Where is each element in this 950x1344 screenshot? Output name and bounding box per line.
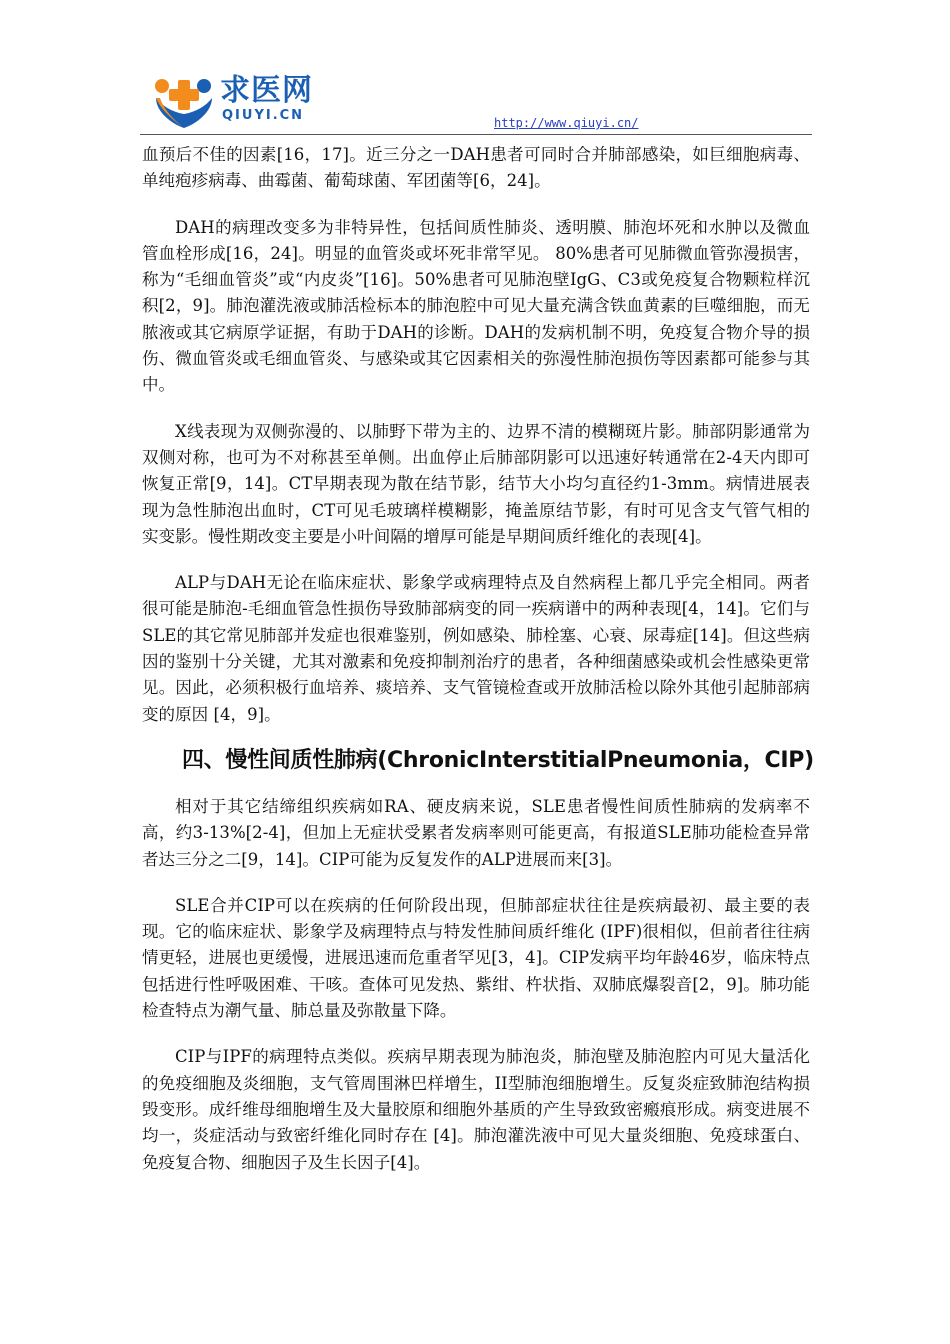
logo-heart-cross-icon	[150, 68, 218, 130]
site-logo[interactable]	[150, 68, 330, 130]
header-divider	[140, 134, 812, 135]
page-header	[0, 0, 950, 140]
paragraph-dah-prognosis: 血预后不佳的因素[16，17]。近三分之一DAH患者可同时合并肺部感染，如巨细胞病毒、单纯疱疹病毒、曲霉菌、葡萄球菌、军团菌等[6，24]。	[142, 145, 810, 191]
site-url-link[interactable]: http://www.qiuyi.cn/	[494, 116, 639, 130]
paragraph-dah-imaging: X线表现为双侧弥漫的、以肺野下带为主的、边界不清的模糊斑片影。肺部阴影通常为双侧对称，也可为不对称甚至单侧。出血停止后肺部阴影可以迅速好转通常在2-4天内即可恢复正常[9，14]。CT早期表现为散在结节影，结节大小均匀直径约1-3mm。病情进展表现为急性肺泡出血时，CT可见毛玻璃样模糊影，掩盖原结节影，有时可见含支气管气相的实变影。慢性期改变主要是小叶间隔的增厚可能是早期间质纤维化的表现[4]。	[142, 421, 810, 546]
paragraph-alp-dah-comparison: ALP与DAH无论在临床症状、影象学或病理特点及自然病程上都几乎完全相同。两者很可能是肺泡-毛细血管急性损伤导致肺部病变的同一疾病谱中的两种表现[4，14]。它们与SLE的其它常见肺部并发症也很难鉴别，例如感染、肺栓塞、心衰、尿毒症[14]。但这些病因的鉴别十分关键，尤其对激素和免疫抑制剂治疗的患者，各种细菌感染或机会性感染更常见。因此，必须积极行血培养、痰培养、支气管镜检查或开放肺活检以除外其他引起肺部病变的原因 [4，9]。	[142, 573, 810, 724]
paragraph-cip-incidence: 相对于其它结缔组织疾病如RA、硬皮病来说，SLE患者慢性间质性肺病的发病率不高，约3-13%[2-4]，但加上无症状受累者发病率则可能更高，有报道SLE肺功能检查异常者达三分之二[9，14]。CIP可能为反复发作的ALP进展而来[3]。	[142, 796, 810, 869]
logo-subtitle: QIUYI.CN	[222, 108, 305, 123]
article-body	[142, 142, 814, 1176]
logo-wordmark: 求医网	[220, 73, 313, 108]
paragraph-cip-clinical: SLE合并CIP可以在疾病的任何阶段出现，但肺部症状往往是疾病最初、最主要的表现。它的临床症状、影象学及病理特点与特发性肺间质纤维化 (IPF)很相似，但前者往往病情更轻，进展也更缓慢，进展迅速而危重者罕见[3，4]。CIP发病平均年龄46岁，临床特点包括进行性呼吸困难、干咳。查体可见发热、紫绀、杵状指、双肺底爆裂音[2，9]。肺功能检查特点为潮气量、肺总量及弥散量下降。	[142, 895, 810, 1021]
paragraph-cip-pathology: CIP与IPF的病理特点类似。疾病早期表现为肺泡炎，肺泡壁及肺泡腔内可见大量活化的免疫细胞及炎细胞，支气管周围淋巴样增生，II型肺泡细胞增生。反复炎症致肺泡结构损毁变形。成纤维母细胞增生及大量胶原和细胞外基质的产生导致致密瘢痕形成。病变进展不均一，炎症活动与致密纤维化同时存在 [4]。肺泡灌洗液中可见大量炎细胞、免疫球蛋白、免疫复合物、细胞因子及生长因子[4]。	[142, 1047, 810, 1172]
section-heading-cip: 四、慢性间质性肺病(ChronicInterstitialPneumonia，CIP)	[182, 747, 814, 773]
paragraph-dah-pathology: DAH的病理改变多为非特异性，包括间质性肺炎、透明膜、肺泡坏死和水肿以及微血管血栓形成[16，24]。明显的血管炎或坏死非常罕见。 80%患者可见肺微血管弥漫损害，称为“毛细血管炎”或“内皮炎”[16]。50%患者可见肺泡壁IgG、C3或免疫复合物颗粒样沉积[2，9]。肺泡灌洗液或肺活检标本的肺泡腔中可见大量充满含铁血黄素的巨噬细胞，而无脓液或其它病原学证据，有助于DAH的诊断。DAH的发病机制不明，免疫复合物介导的损伤、微血管炎或毛细血管炎、与感染或其它因素相关的弥漫性肺泡损伤等因素都可能参与其中。	[142, 217, 810, 395]
